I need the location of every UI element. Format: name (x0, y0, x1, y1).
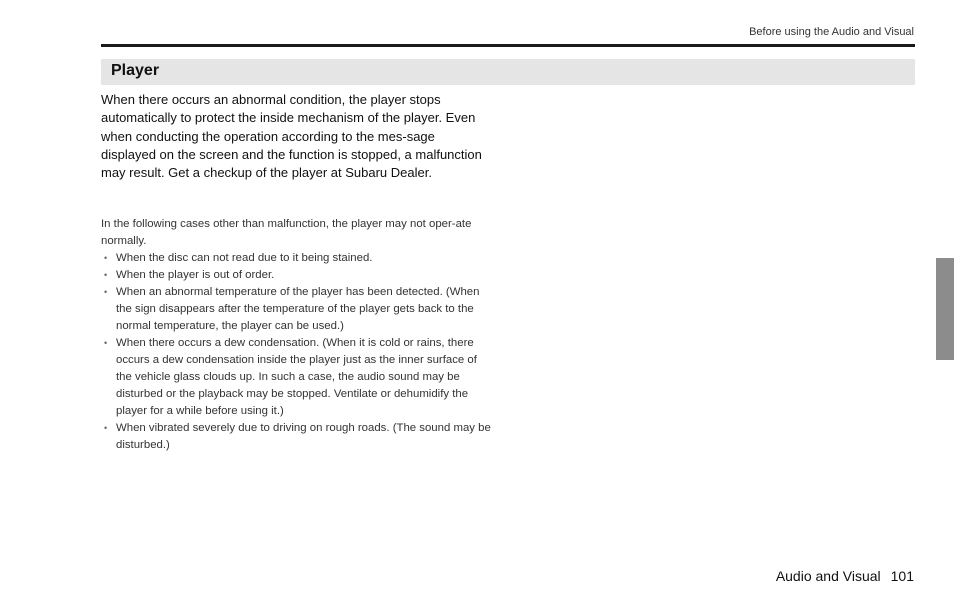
list-item-text: When vibrated severely due to driving on rough roads. (The sound may be disturbed.) (116, 422, 491, 451)
note-list (101, 250, 493, 454)
bullet-icon: • (104, 253, 108, 263)
page-number: 101 (890, 568, 914, 584)
list-item-text: When the player is out of order. (116, 269, 275, 281)
main-paragraph-block (101, 91, 493, 182)
bullet-icon: • (104, 270, 108, 280)
chapter-side-tab (936, 258, 954, 360)
section-heading-bar (101, 59, 915, 85)
bullet-icon: • (104, 287, 108, 297)
list-item-text: When there occurs a dew condensation. (When it is cold or rains, there occurs a dew condensation inside the player just as the inner surface of the vehicle glass clouds up. In such a case, the audio sound may be disturbed or the playback may be stopped. Ventilate or dehumidify the player for a while before using it.) (116, 337, 477, 417)
bullet-icon: • (104, 338, 108, 348)
note-block (101, 216, 493, 454)
list-item-text: When the disc can not read due to it being stained. (116, 252, 373, 264)
list-item (101, 335, 493, 420)
note-intro: In the following cases other than malfunction, the player may not oper-ate normally. (101, 218, 472, 247)
list-item-text: When an abnormal temperature of the player has been detected. (When the sign disappears after the temperature of the player gets back to the normal temperature, the player can be used.) (116, 286, 480, 332)
list-item (101, 420, 493, 454)
top-rule (101, 44, 915, 47)
page-footer (776, 568, 914, 584)
list-item (101, 250, 493, 267)
section-title: Player (111, 62, 160, 79)
list-item (101, 267, 493, 284)
bullet-icon: • (104, 423, 108, 433)
list-item (101, 284, 493, 335)
footer-section-name: Audio and Visual (775, 568, 881, 584)
chapter-header: Before using the Audio and Visual (749, 26, 914, 38)
main-paragraph: When there occurs an abnormal condition, the player stops automatically to protect the inside mechanism of the player. Even when conducting the operation according to the mes-sage displayed on the screen and the function is stopped, a malfunction may result. Get a checkup of the player at Subaru Dealer. (101, 92, 482, 181)
